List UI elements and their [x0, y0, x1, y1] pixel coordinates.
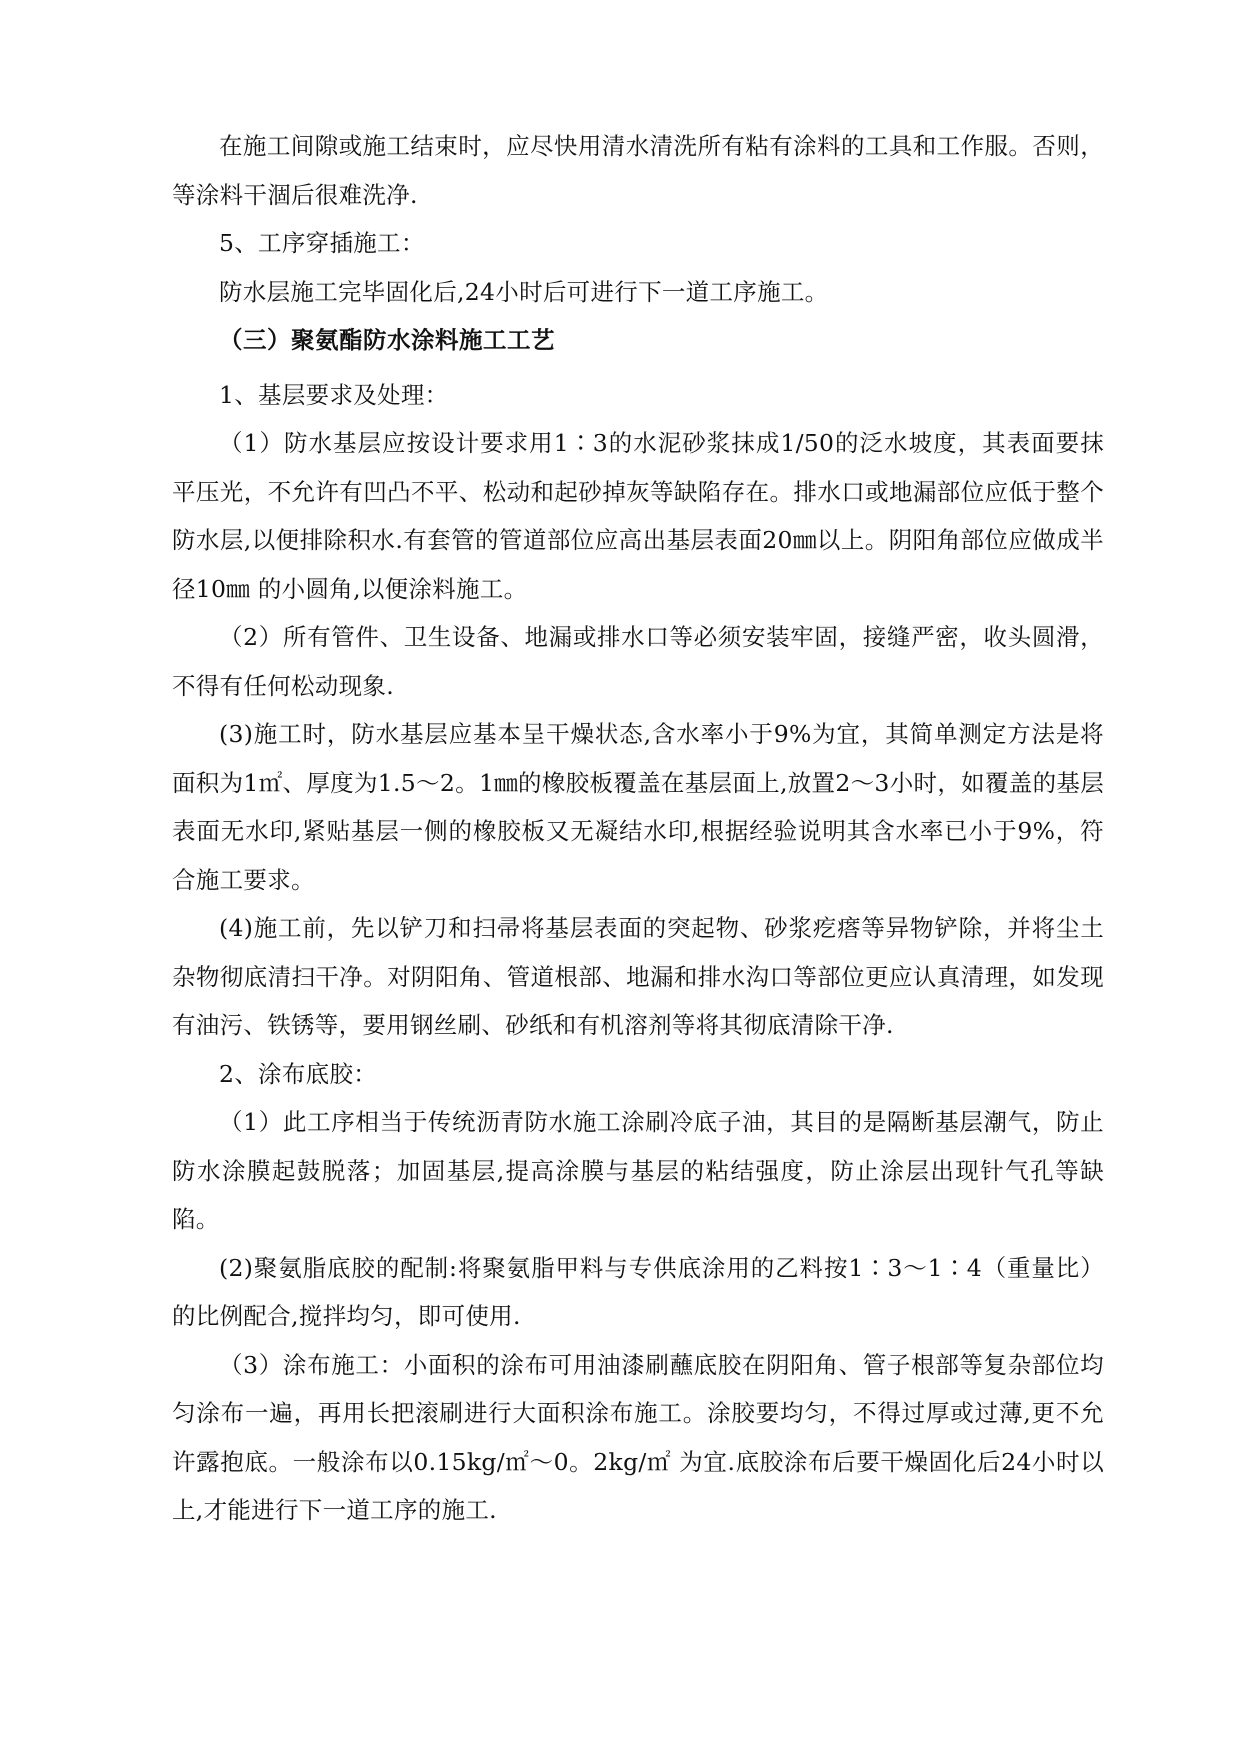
- paragraph-primer-3: （3）涂布施工：小面积的涂布可用油漆刷蘸底胶在阴阳角、管子根部等复杂部位均匀涂布一遍，再用长把滚刷进行大面积涂布施工。涂胶要均匀，不得过厚或过薄,更不允许露抱底。一般涂布以0.15kg/㎡～0。2kg/㎡ 为宜.底胶涂布后要干燥固化后24小时以上,才能进行下一道工序的施工.: [172, 1350, 1104, 1524]
- item-5-heading: 5、工序穿插施工：: [219, 229, 425, 257]
- item-1-heading: 1、基层要求及处理：: [219, 380, 449, 409]
- paragraph-base-2: （2）所有管件、卫生设备、地漏或排水口等必须安装牢固，接缝严密，收头圆滑，不得有任何松动现象.: [172, 623, 1104, 700]
- item-2-heading: 2、涂布底胶：: [219, 1059, 378, 1088]
- document-body: [172, 122, 1104, 1535]
- paragraph-base-1: （1）防水基层应按设计要求用1∶3的水泥砂浆抹成1/50的泛水坡度，其表面要抹平压光，不允许有凹凸不平、松动和起砂掉灰等缺陷存在。排水口或地漏部位应低于整个防水层,以便排除积水.有套管的管道部位应高出基层表面20㎜以上。阴阳角部位应做成半径10㎜ 的小圆角,以便涂料施工。: [172, 429, 1104, 603]
- paragraph-cleaning-tools: 在施工间隙或施工结束时，应尽快用清水清洗所有粘有涂料的工具和工作服。否则，等涂料干涸后很难洗净.: [172, 132, 1104, 209]
- paragraph-next-process: 防水层施工完毕固化后,24小时后可进行下一道工序施工。: [219, 277, 829, 306]
- paragraph-primer-2: (2)聚氨脂底胶的配制:将聚氨脂甲料与专供底涂用的乙料按1∶3～1∶4（重量比）的比例配合,搅拌均匀，即可使用.: [172, 1253, 1104, 1330]
- paragraph-primer-1: （1）此工序相当于传统沥青防水施工涂刷冷底子油，其目的是隔断基层潮气，防止防水涂膜起鼓脱落；加固基层,提高涂膜与基层的粘结强度，防止涂层出现针气孔等缺陷。: [172, 1108, 1104, 1233]
- paragraph-base-3: (3)施工时，防水基层应基本呈干燥状态,含水率小于9%为宜，其简单测定方法是将面积为1㎡、厚度为1.5～2。1㎜的橡胶板覆盖在基层面上,放置2～3小时，如覆盖的基层表面无水印,紧贴基层一侧的橡胶板又无凝结水印,根据经验说明其含水率已小于9%，符合施工要求。: [172, 720, 1104, 894]
- paragraph-base-4: (4)施工前，先以铲刀和扫帚将基层表面的突起物、砂浆疙瘩等异物铲除，并将尘土杂物彻底清扫干净。对阴阳角、管道根部、地漏和排水沟口等部位更应认真清理，如发现有油污、铁锈等，要用钢丝刷、砂纸和有机溶剂等将其彻底清除干净.: [172, 914, 1104, 1039]
- section-heading: （三）聚氨酯防水涂料施工工艺: [219, 326, 555, 354]
